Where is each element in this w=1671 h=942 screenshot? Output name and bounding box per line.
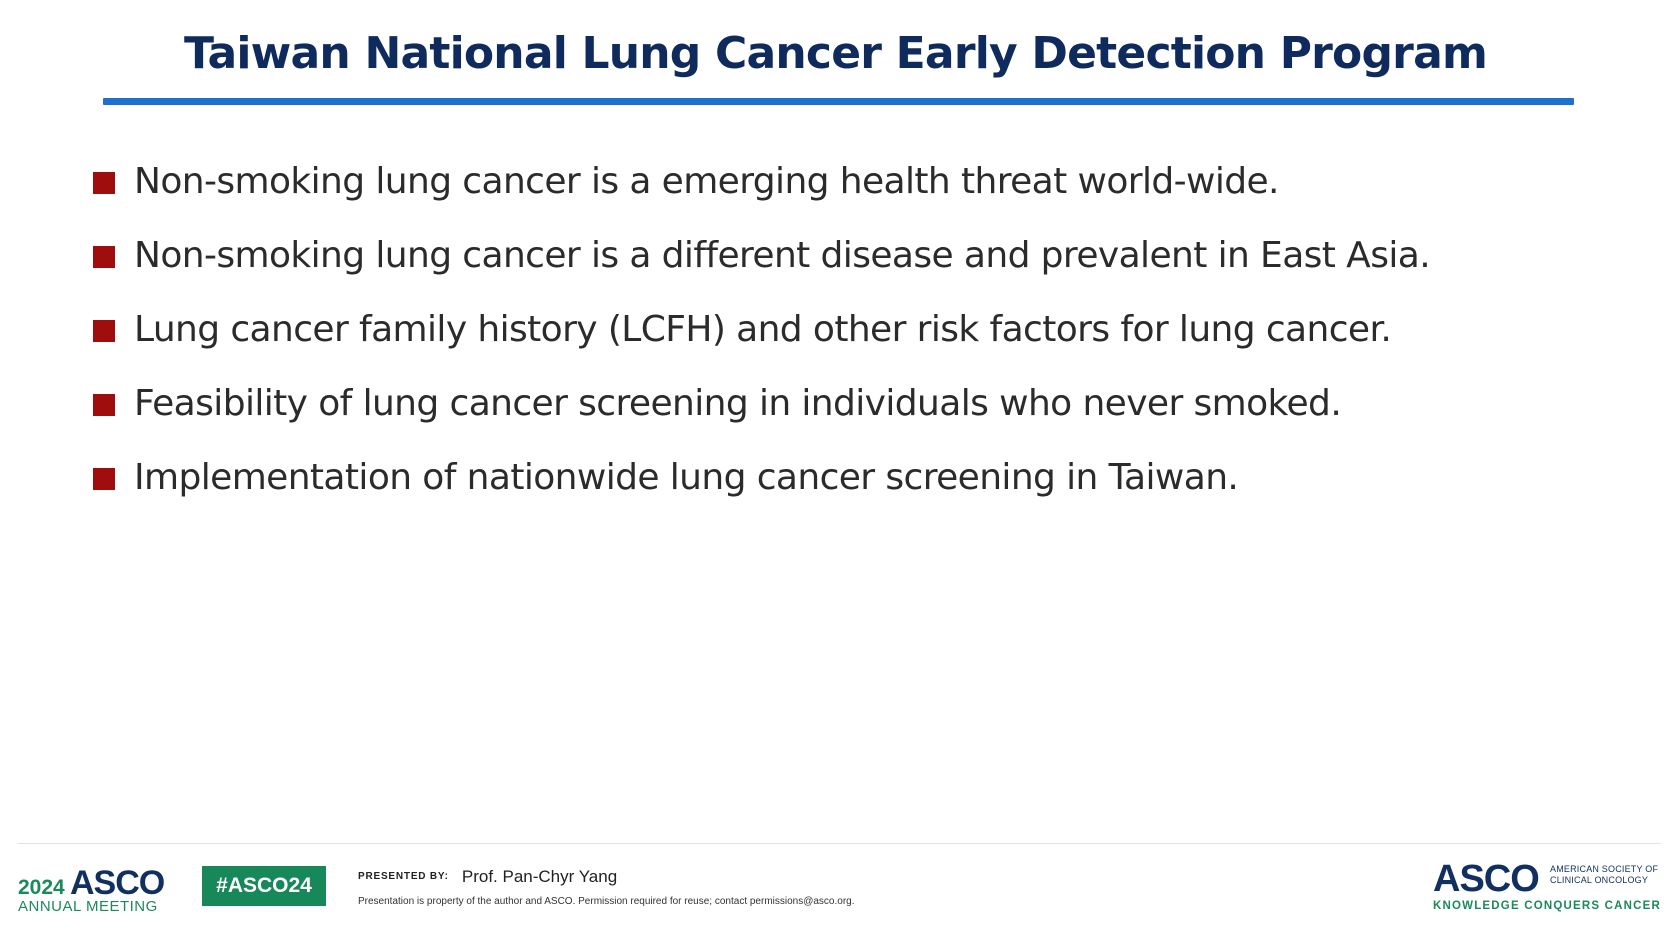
bullet-text: Implementation of nationwide lung cancer screening in Taiwan. (134, 457, 1239, 498)
square-bullet-icon (93, 320, 115, 342)
bullet-text: Non-smoking lung cancer is a emerging health threat world-wide. (134, 161, 1279, 202)
society-name: AMERICAN SOCIETY OF CLINICAL ONCOLOGY (1550, 864, 1659, 885)
bullet-item (93, 380, 1430, 454)
presenter-name: Prof. Pan-Chyr Yang (461, 866, 618, 886)
square-bullet-icon (93, 246, 115, 268)
hashtag-badge: #ASCO24 (202, 866, 326, 906)
meeting-brand: ASCO (70, 864, 165, 902)
bullet-item (93, 454, 1430, 528)
bullet-text: Non-smoking lung cancer is a different disease and prevalent in East Asia. (134, 235, 1431, 276)
square-bullet-icon (93, 468, 115, 490)
presenter-line (358, 866, 617, 887)
copyright-note: Presentation is property of the author and ASCO. Permission required for reuse; contact permissions@asco.org. (358, 896, 855, 907)
presented-by-label: PRESENTED BY: (358, 871, 449, 882)
bullet-item (93, 232, 1430, 306)
square-bullet-icon (93, 394, 115, 416)
footer-divider (18, 843, 1661, 844)
bullet-text: Feasibility of lung cancer screening in individuals who never smoked. (134, 383, 1342, 424)
square-bullet-icon (93, 172, 115, 194)
title-underline (103, 98, 1574, 105)
slide-title: Taiwan National Lung Cancer Early Detection Program (183, 28, 1488, 79)
meeting-year: 2024 (18, 876, 65, 899)
bullet-list (93, 158, 1430, 528)
asco-society-logo (1433, 858, 1665, 916)
society-tagline: KNOWLEDGE CONQUERS CANCER (1433, 900, 1662, 912)
society-brand: ASCO (1433, 858, 1539, 900)
bullet-text: Lung cancer family history (LCFH) and other risk factors for lung cancer. (134, 309, 1392, 350)
meeting-subtitle: ANNUAL MEETING (18, 898, 158, 915)
bullet-item (93, 306, 1430, 380)
asco-annual-meeting-logo (18, 862, 178, 915)
bullet-item (93, 158, 1430, 232)
